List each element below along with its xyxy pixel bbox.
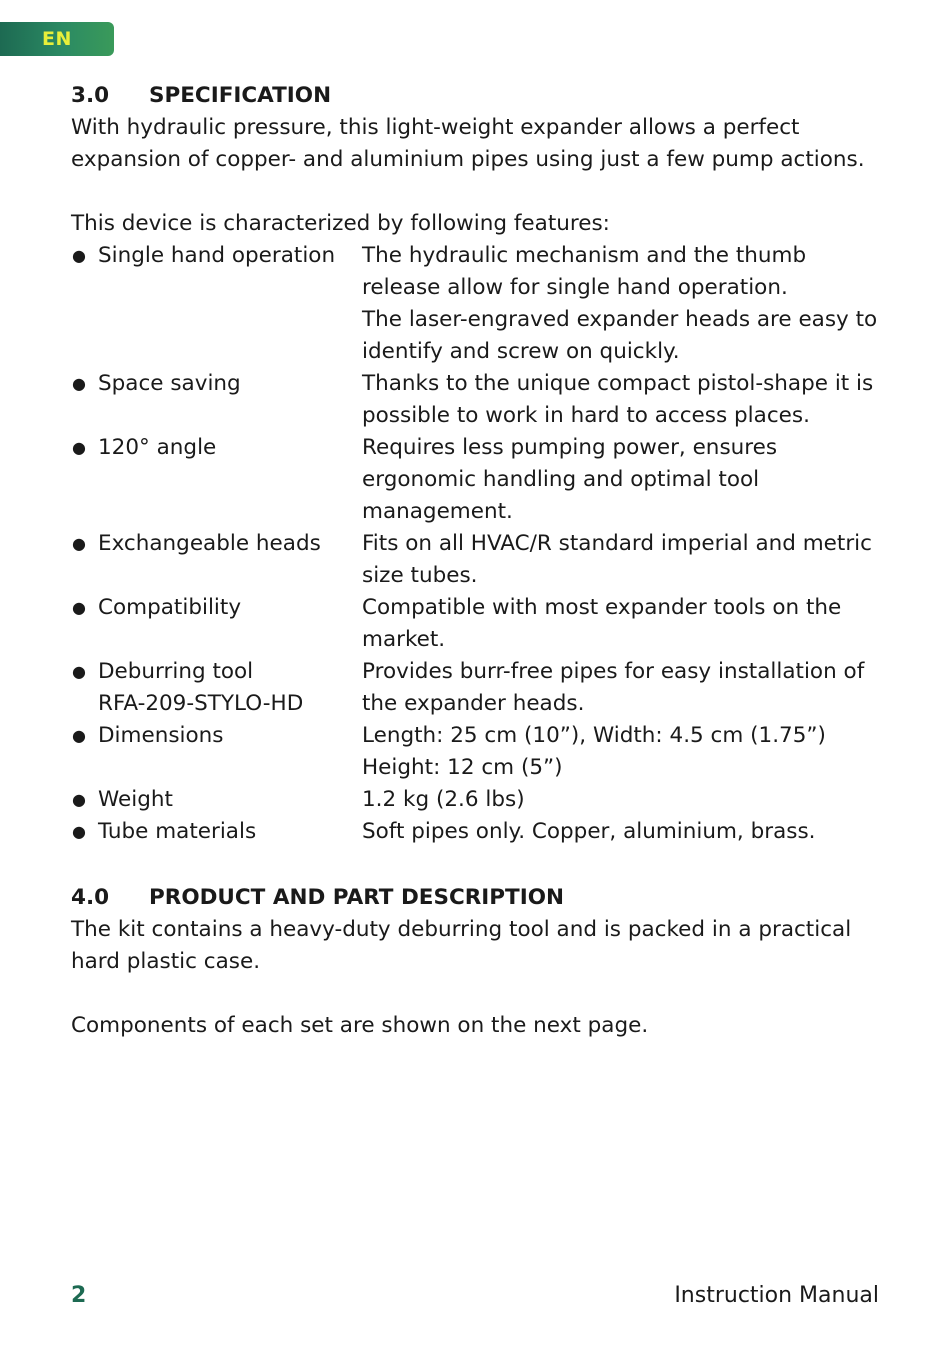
feature-description: Soft pipes only. Copper, aluminium, brass. <box>362 819 816 844</box>
section-4-heading <box>71 882 881 914</box>
page-number: 2 <box>71 1283 87 1308</box>
feature-item <box>71 816 881 848</box>
bullet-icon: ● <box>72 598 86 617</box>
feature-item <box>71 656 881 720</box>
feature-item <box>71 240 881 368</box>
feature-term: Single hand operation <box>98 243 336 268</box>
feature-list <box>71 240 881 848</box>
feature-description: Compatible with most expander tools on the market. <box>362 595 842 652</box>
feature-term: Space saving <box>98 371 241 396</box>
feature-term: Weight <box>98 787 173 812</box>
feature-term: Tube materials <box>98 819 257 844</box>
bullet-icon: ● <box>72 790 86 809</box>
feature-description: The hydraulic mechanism and the thumb release allow for single hand operation. The laser-engraved expander heads are easy to identify and screw on quickly. <box>362 243 878 364</box>
feature-item <box>71 432 881 528</box>
feature-description: 1.2 kg (2.6 lbs) <box>362 787 525 812</box>
bullet-icon: ● <box>72 662 86 681</box>
feature-term: Deburring tool RFA-209-STYLO-HD <box>98 659 304 716</box>
section-3-heading <box>71 80 881 112</box>
feature-description: Fits on all HVAC/R standard imperial and metric size tubes. <box>362 531 872 588</box>
bullet-icon: ● <box>72 726 86 745</box>
footer-title: Instruction Manual <box>674 1283 879 1308</box>
bullet-icon: ● <box>72 374 86 393</box>
feature-item <box>71 528 881 592</box>
spacer <box>71 978 881 1010</box>
section-4-title: PRODUCT AND PART DESCRIPTION <box>149 885 564 910</box>
section-4-number: 4.0 <box>71 885 110 910</box>
section-4-body: The kit contains a heavy-duty deburring tool and is packed in a practical hard plastic case. <box>71 917 852 974</box>
bullet-icon: ● <box>72 822 86 841</box>
components-note: Components of each set are shown on the next page. <box>71 1013 649 1038</box>
feature-term: 120° angle <box>98 435 217 460</box>
page-content <box>71 80 881 1042</box>
spacer <box>71 848 881 882</box>
feature-term: Dimensions <box>98 723 224 748</box>
feature-item <box>71 784 881 816</box>
section-3-title: SPECIFICATION <box>149 83 332 108</box>
feature-item <box>71 592 881 656</box>
feature-term: Compatibility <box>98 595 242 620</box>
feature-item <box>71 368 881 432</box>
feature-term: Exchangeable heads <box>98 531 321 556</box>
bullet-icon: ● <box>72 534 86 553</box>
bullet-icon: ● <box>72 438 86 457</box>
feature-description: Requires less pumping power, ensures ergonomic handling and optimal tool management. <box>362 435 778 524</box>
bullet-icon: ● <box>72 246 86 265</box>
feature-description: Length: 25 cm (10”), Width: 4.5 cm (1.75”) Height: 12 cm (5”) <box>362 723 826 780</box>
feature-item <box>71 720 881 784</box>
feature-description: Thanks to the unique compact pistol-shape it is possible to work in hard to access places. <box>362 371 874 428</box>
language-tab <box>0 22 114 56</box>
features-intro: This device is characterized by following features: <box>71 211 610 236</box>
language-tab-label: EN <box>42 28 72 50</box>
feature-description: Provides burr-free pipes for easy installation of the expander heads. <box>362 659 865 716</box>
section-3-number: 3.0 <box>71 83 110 108</box>
spacer <box>71 176 881 208</box>
section-3-intro: With hydraulic pressure, this light-weight expander allows a perfect expansion of copper- and aluminium pipes using just a few pump actions. <box>71 115 865 172</box>
